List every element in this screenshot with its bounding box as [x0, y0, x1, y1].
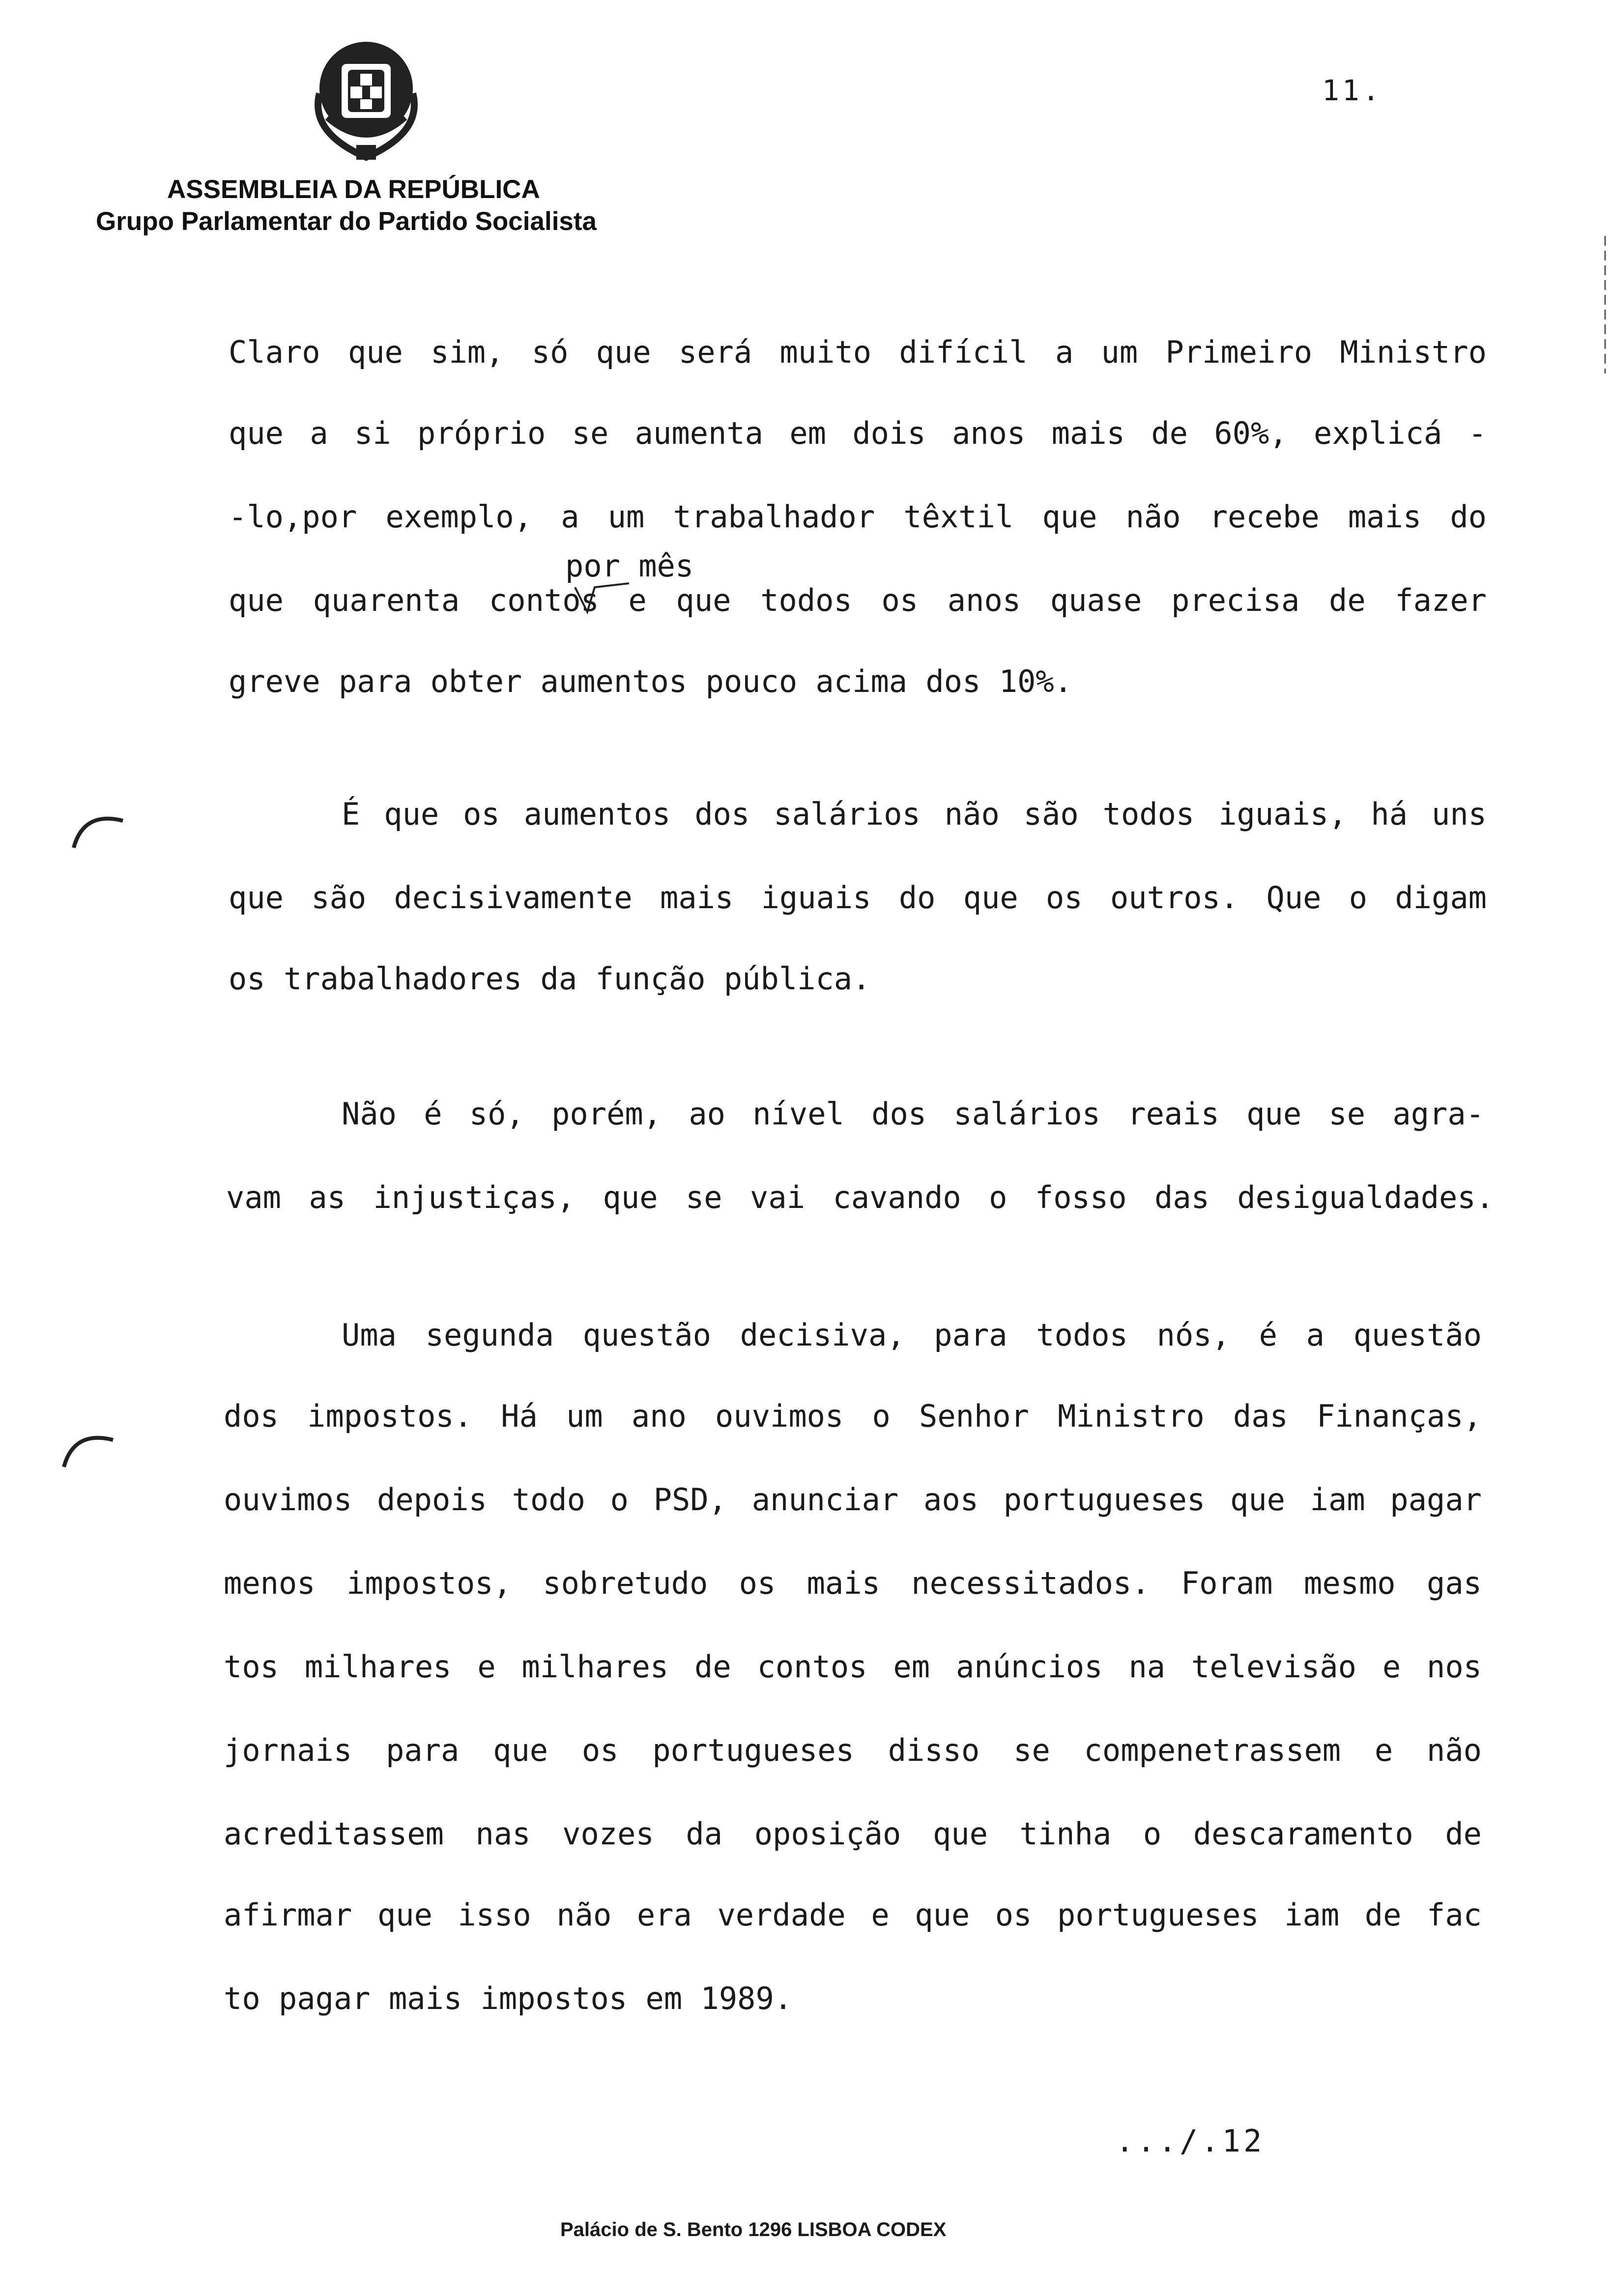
text-line: acreditassem nas vozes da oposição que tinha o descaramento de — [224, 1816, 1482, 1852]
text-line: os trabalhadores da função pública. — [229, 961, 871, 997]
continuation-marker: .../.12 — [1116, 2123, 1265, 2159]
text-line: vam as injustiças, que se vai cavando o fosso das desigualdades. — [226, 1179, 1494, 1215]
text-line: Uma segunda questão decisiva, para todos nós, é a questão — [342, 1317, 1482, 1353]
text-line: que a si próprio se aumenta em dois anos mais de 60%, explicá - — [229, 415, 1487, 451]
text-line: Claro que sim, só que será muito difícil a um Primeiro Ministro — [229, 334, 1487, 370]
text-line: afirmar que isso não era verdade e que os portugueses iam de fac — [224, 1897, 1482, 1933]
text-line: menos impostos, sobretudo os mais necessitados. Foram mesmo gas — [224, 1565, 1482, 1601]
text-line: ouvimos depois todo o PSD, anunciar aos portugueses que iam pagar — [224, 1482, 1482, 1518]
text-line: -lo,por exemplo, a um trabalhador têxtil que não recebe mais do — [229, 499, 1487, 535]
text-line: greve para obter aumentos pouco acima dos 10%. — [229, 663, 1073, 699]
organization-subtitle: Grupo Parlamentar do Partido Socialista — [96, 207, 597, 236]
text-line: tos milhares e milhares de contos em anúncios na televisão e nos — [224, 1649, 1482, 1685]
insertion-caret-mark — [573, 582, 632, 617]
text-line: É que os aumentos dos salários não são todos iguais, há uns — [342, 796, 1487, 832]
text-line: Não é só, porém, ao nível dos salários reais que se agra- — [342, 1096, 1484, 1132]
handwritten-insertion: por mês — [565, 548, 694, 584]
text-line: dos impostos. Há um ano ouvimos o Senhor Ministro das Finanças, — [224, 1398, 1482, 1434]
organization-name: ASSEMBLEIA DA REPÚBLICA — [167, 175, 540, 204]
coat-of-arms-emblem — [300, 34, 432, 167]
margin-bracket-mark — [69, 806, 128, 850]
footer-address: Palácio de S. Bento 1296 LISBOA CODEX — [560, 2219, 947, 2240]
text-line: que quarenta contos e que todos os anos quase precisa de fazer — [229, 582, 1487, 618]
text-line: que são decisivamente mais iguais do que os outros. Que o digam — [229, 880, 1487, 916]
margin-rule-mark — [1602, 236, 1608, 373]
text-line: jornais para que os portugueses disso se compenetrassem e não — [224, 1732, 1482, 1768]
page-number: 11. — [1322, 74, 1382, 107]
margin-bracket-mark — [59, 1425, 118, 1469]
text-line: to pagar mais impostos em 1989. — [224, 1980, 793, 2016]
